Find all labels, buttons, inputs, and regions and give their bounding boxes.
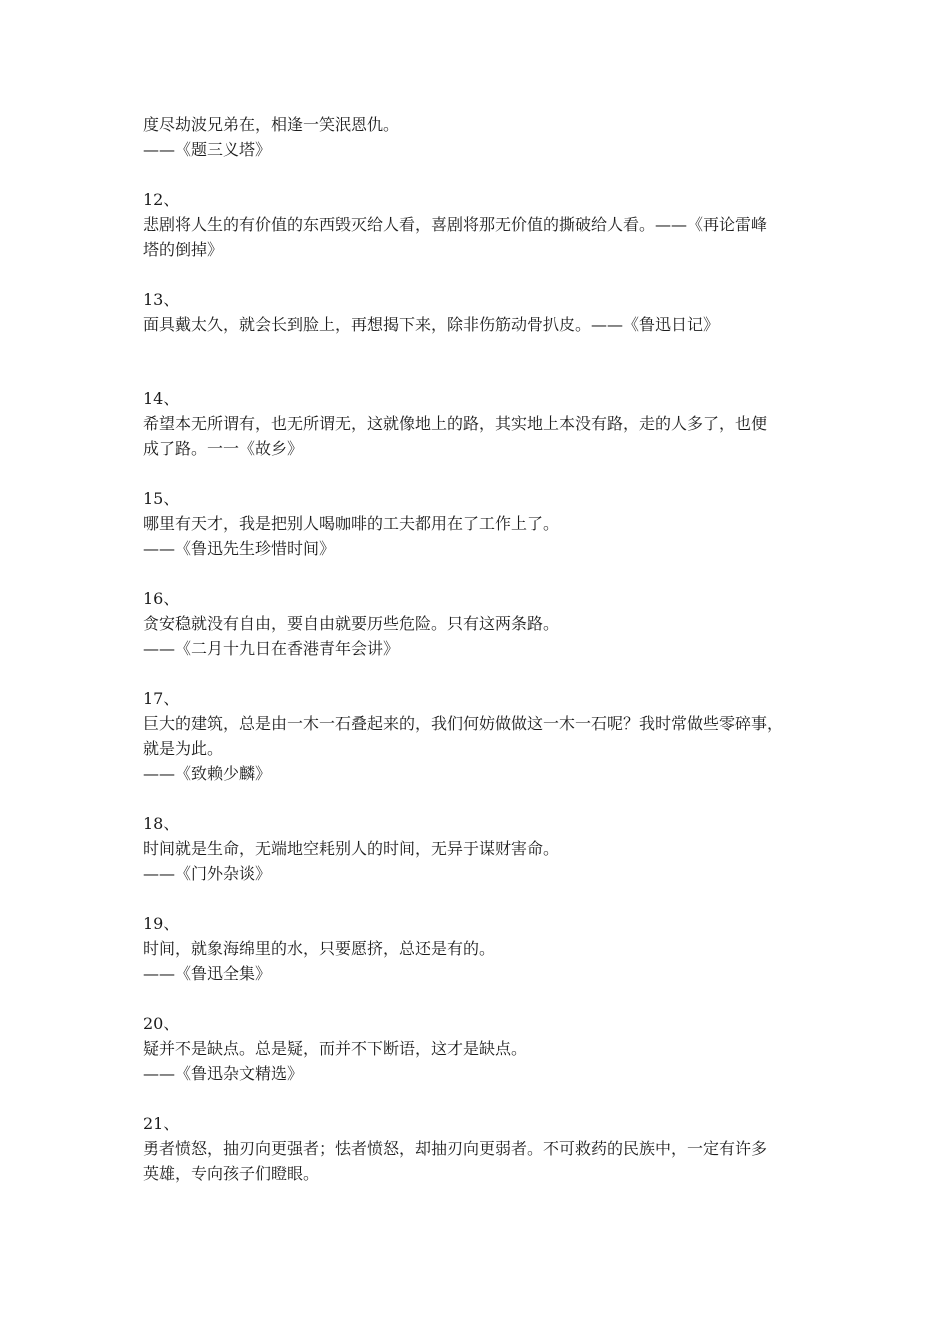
- quote-number: 18、: [143, 814, 180, 833]
- quote-source: ——《题三义塔》: [143, 140, 272, 159]
- quote-number: 17、: [143, 689, 180, 708]
- quote-text: 成了路。一一《故乡》: [143, 439, 304, 458]
- quote-text: 哪里有天才，我是把别人喝咖啡的工夫都用在了工作上了。: [143, 514, 560, 533]
- document-page: [143, 112, 823, 1186]
- quote-source: ——《鲁迅全集》: [143, 964, 272, 983]
- quote-text: 就是为此。: [143, 739, 224, 758]
- quote-source: ——《二月十九日在香港青年会讲》: [143, 639, 400, 658]
- quote-text: 塔的倒掉》: [143, 240, 224, 259]
- quote-text: 度尽劫波兄弟在，相逢一笑泯恩仇。: [143, 115, 400, 134]
- quote-text: 面具戴太久，就会长到脸上，再想揭下来，除非伤筋动骨扒皮。——《鲁迅日记》: [143, 315, 720, 334]
- quote-number: 12、: [143, 190, 180, 209]
- quote-text: 勇者愤怒，抽刃向更强者；怯者愤怒，却抽刃向更弱者。不可救药的民族中，一定有许多: [143, 1139, 768, 1158]
- quote-text: 巨大的建筑，总是由一木一石叠起来的，我们何妨做做这一木一石呢？我时常做些零碎事，: [143, 714, 784, 733]
- quote-number: 21、: [143, 1114, 180, 1133]
- quote-source: ——《鲁迅杂文精选》: [143, 1064, 304, 1083]
- quote-text: 时间就是生命，无端地空耗别人的时间，无异于谋财害命。: [143, 839, 560, 858]
- quote-number: 19、: [143, 914, 180, 933]
- quote-text: 贪安稳就没有自由，要自由就要历些危险。只有这两条路。: [143, 614, 560, 633]
- quote-source: ——《鲁迅先生珍惜时间》: [143, 539, 336, 558]
- quote-source: ——《致赖少麟》: [143, 764, 272, 783]
- quote-number: 15、: [143, 489, 180, 508]
- quote-number: 20、: [143, 1014, 180, 1033]
- quote-text: 疑并不是缺点。总是疑，而并不下断语，这才是缺点。: [143, 1039, 528, 1058]
- quote-text: 希望本无所谓有，也无所谓无，这就像地上的路，其实地上本没有路，走的人多了，也便: [143, 414, 768, 433]
- quote-number: 16、: [143, 589, 180, 608]
- quote-number: 14、: [143, 389, 180, 408]
- quote-text: 时间，就象海绵里的水，只要愿挤，总还是有的。: [143, 939, 496, 958]
- quote-source: ——《门外杂谈》: [143, 864, 272, 883]
- quote-text: 悲剧将人生的有价值的东西毁灭给人看，喜剧将那无价值的撕破给人看。——《再论雷峰: [143, 215, 768, 234]
- quote-number: 13、: [143, 290, 180, 309]
- quote-text: 英雄，专向孩子们瞪眼。: [143, 1164, 320, 1183]
